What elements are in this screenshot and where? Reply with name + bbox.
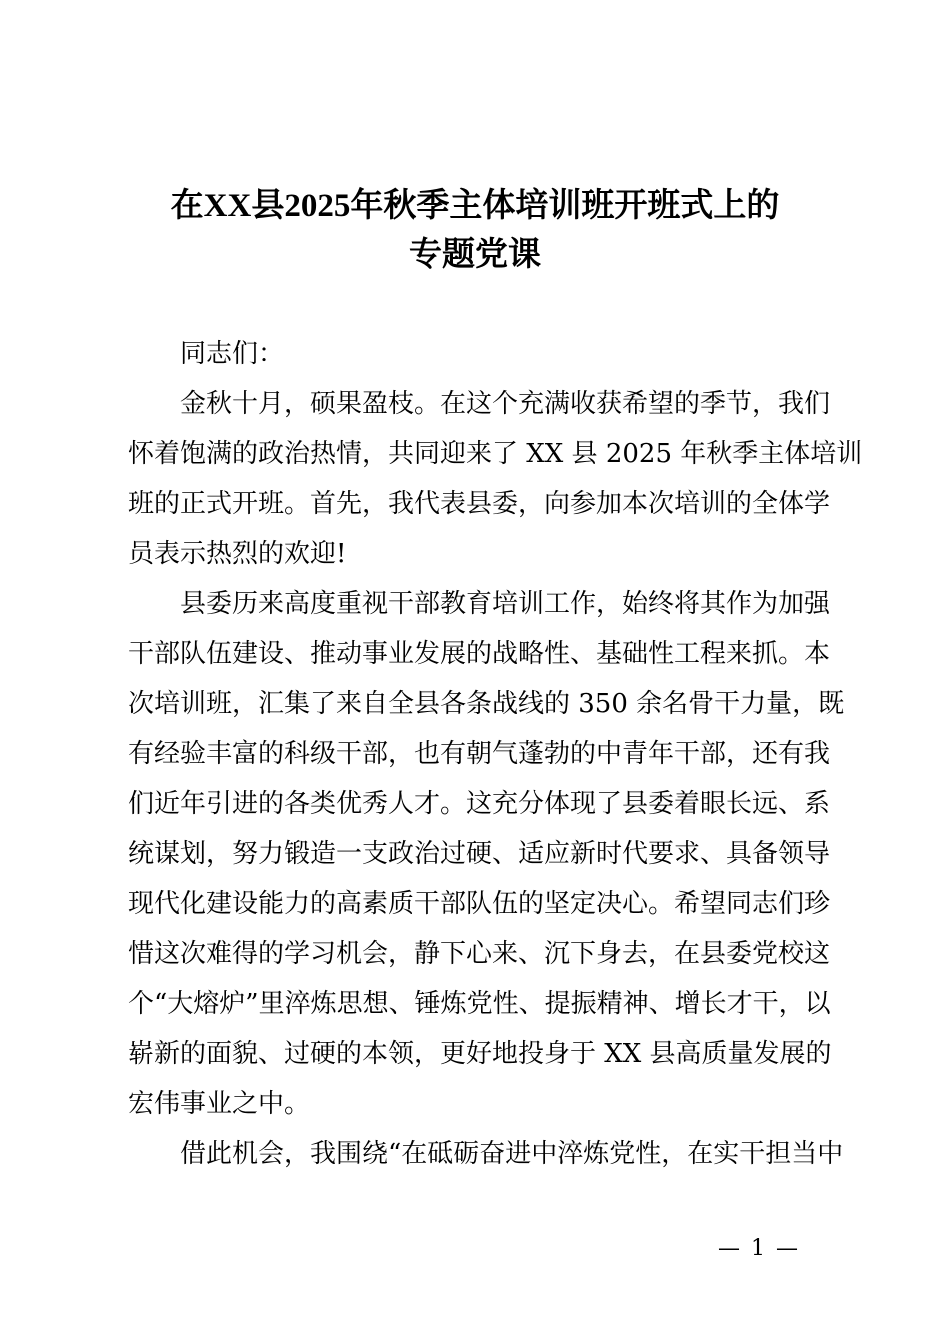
text-line: 员表示热烈的欢迎!: [128, 539, 347, 569]
text-line: 干部队伍建设、推动事业发展的战略性、基础性工程来抓。本: [128, 639, 831, 669]
paragraph: [128, 1129, 844, 1179]
text-line: 借此机会，我围绕“在砥砺奋进中淬炼党性，在实干担当中: [180, 1139, 844, 1169]
text-line: 次培训班，汇集了来自全县各条战线的 350 余名骨干力量，既: [128, 689, 845, 719]
document-body: [128, 329, 863, 1179]
text-line: 有经验丰富的科级干部，也有朝气蓬勃的中青年干部，还有我: [128, 739, 831, 769]
text-line: 惜这次难得的学习机会，静下心来、沉下身去，在县委党校这: [128, 939, 831, 969]
text-line: 金秋十月，硕果盈枝。在这个充满收获希望的季节，我们: [180, 389, 831, 419]
text-line: 县委历来高度重视干部教育培训工作，始终将其作为加强: [180, 589, 831, 619]
text-line: 现代化建设能力的高素质干部队伍的坚定决心。希望同志们珍: [128, 889, 831, 919]
text-line: 统谋划，努力锻造一支政治过硬、适应新时代要求、具备领导: [128, 839, 831, 869]
text-line: 班的正式开班。首先，我代表县委，向参加本次培训的全体学: [128, 489, 831, 519]
page-number: — 1 —: [718, 1236, 800, 1261]
title-line: 在XX县2025年秋季主体培训班开班式上的: [170, 188, 780, 224]
text-line: 怀着饱满的政治热情，共同迎来了 XX 县 2025 年秋季主体培训: [128, 439, 863, 469]
paragraph: [128, 579, 845, 1129]
title-line: 专题党课: [409, 237, 541, 273]
text-line: 崭新的面貌、过硬的本领，更好地投身于 XX 县高质量发展的: [128, 1039, 832, 1069]
salutation: [128, 329, 830, 379]
paragraph: [128, 379, 863, 579]
text-line: 们近年引进的各类优秀人才。这充分体现了县委着眼长远、系: [128, 789, 831, 819]
text-line: 同志们：: [180, 339, 285, 369]
document-title: [100, 182, 850, 280]
text-line: 宏伟事业之中。: [128, 1089, 311, 1119]
text-line: 个“大熔炉”里淬炼思想、锤炼党性、提振精神、增长才干，以: [128, 989, 831, 1019]
